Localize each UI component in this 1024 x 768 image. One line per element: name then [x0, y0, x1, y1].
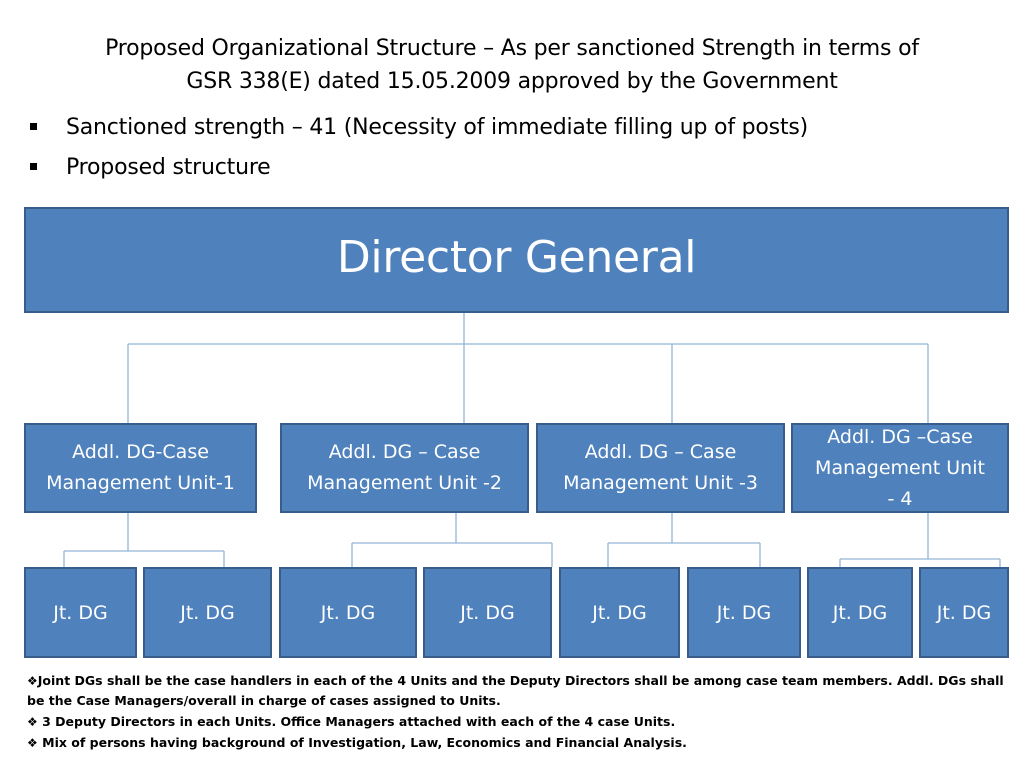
jt-dg-box[interactable] [919, 567, 1009, 658]
director-general-box[interactable] [24, 207, 1009, 313]
jt-dg-label: Jt. DG [53, 601, 108, 624]
footnote-item [27, 671, 1019, 711]
jt-dg-label: Jt. DG [180, 601, 235, 624]
footnote-text: 3 Deputy Directors in each Units. Office Managers attached with each of the 4 case Units. [42, 714, 676, 729]
jt-dg-box[interactable] [423, 567, 552, 658]
slide-title-line-2: GSR 338(E) dated 15.05.2009 approved by the Government [186, 69, 838, 94]
footnote-item [27, 712, 1019, 732]
jt-dg-label: Jt. DG [592, 601, 647, 624]
addl-dg-unit-2-box[interactable] [280, 423, 529, 513]
jt-dg-box[interactable] [807, 567, 913, 658]
bullet-text: Sanctioned strength – 41 (Necessity of immediate filling up of posts) [66, 115, 809, 140]
addl-dg-label: Addl. DG – Case Management Unit -2 [307, 441, 502, 494]
jt-dg-box[interactable] [24, 567, 137, 658]
addl-dg-unit-1-box[interactable] [24, 423, 257, 513]
addl-dg-label: Addl. DG-Case Management Unit-1 [46, 441, 235, 494]
slide-title-line-1: Proposed Organizational Structure – As per sanctioned Strength in terms of [105, 36, 919, 61]
director-general-label: Director General [336, 231, 697, 283]
jt-dg-box[interactable] [687, 567, 801, 658]
footnote-item [27, 733, 1019, 753]
footnotes [27, 671, 1019, 753]
jt-dg-label: Jt. DG [320, 601, 376, 624]
jt-dg-box[interactable] [279, 567, 417, 658]
bullet-text: Proposed structure [66, 155, 271, 180]
jt-dg-box[interactable] [143, 567, 272, 658]
jt-dg-label: Jt. DG [832, 601, 888, 624]
four-diamond-icon: ❖ [27, 674, 38, 688]
jt-dg-label: Jt. DG [936, 601, 992, 624]
addl-dg-unit-4-box[interactable] [791, 423, 1009, 513]
footnote-text: Joint DGs shall be the case handlers in each of the 4 Units and the Deputy Directors shall be among case team members. Addl. DGs shall be the Case Managers/overall in charge of cases assigned to Units. [27, 673, 1004, 708]
four-diamond-icon: ❖ [27, 715, 38, 729]
footnote-text: Mix of persons having background of Investigation, Law, Economics and Financial Analysis. [42, 735, 687, 750]
addl-dg-label: Addl. DG –Case Management Unit - 4 [815, 425, 985, 510]
four-diamond-icon: ❖ [27, 736, 38, 750]
addl-dg-label: Addl. DG – Case Management Unit -3 [563, 441, 758, 494]
jt-dg-label: Jt. DG [716, 601, 772, 624]
jt-dg-label: Jt. DG [460, 601, 515, 624]
jt-dg-box[interactable] [559, 567, 680, 658]
addl-dg-unit-3-box[interactable] [536, 423, 785, 513]
